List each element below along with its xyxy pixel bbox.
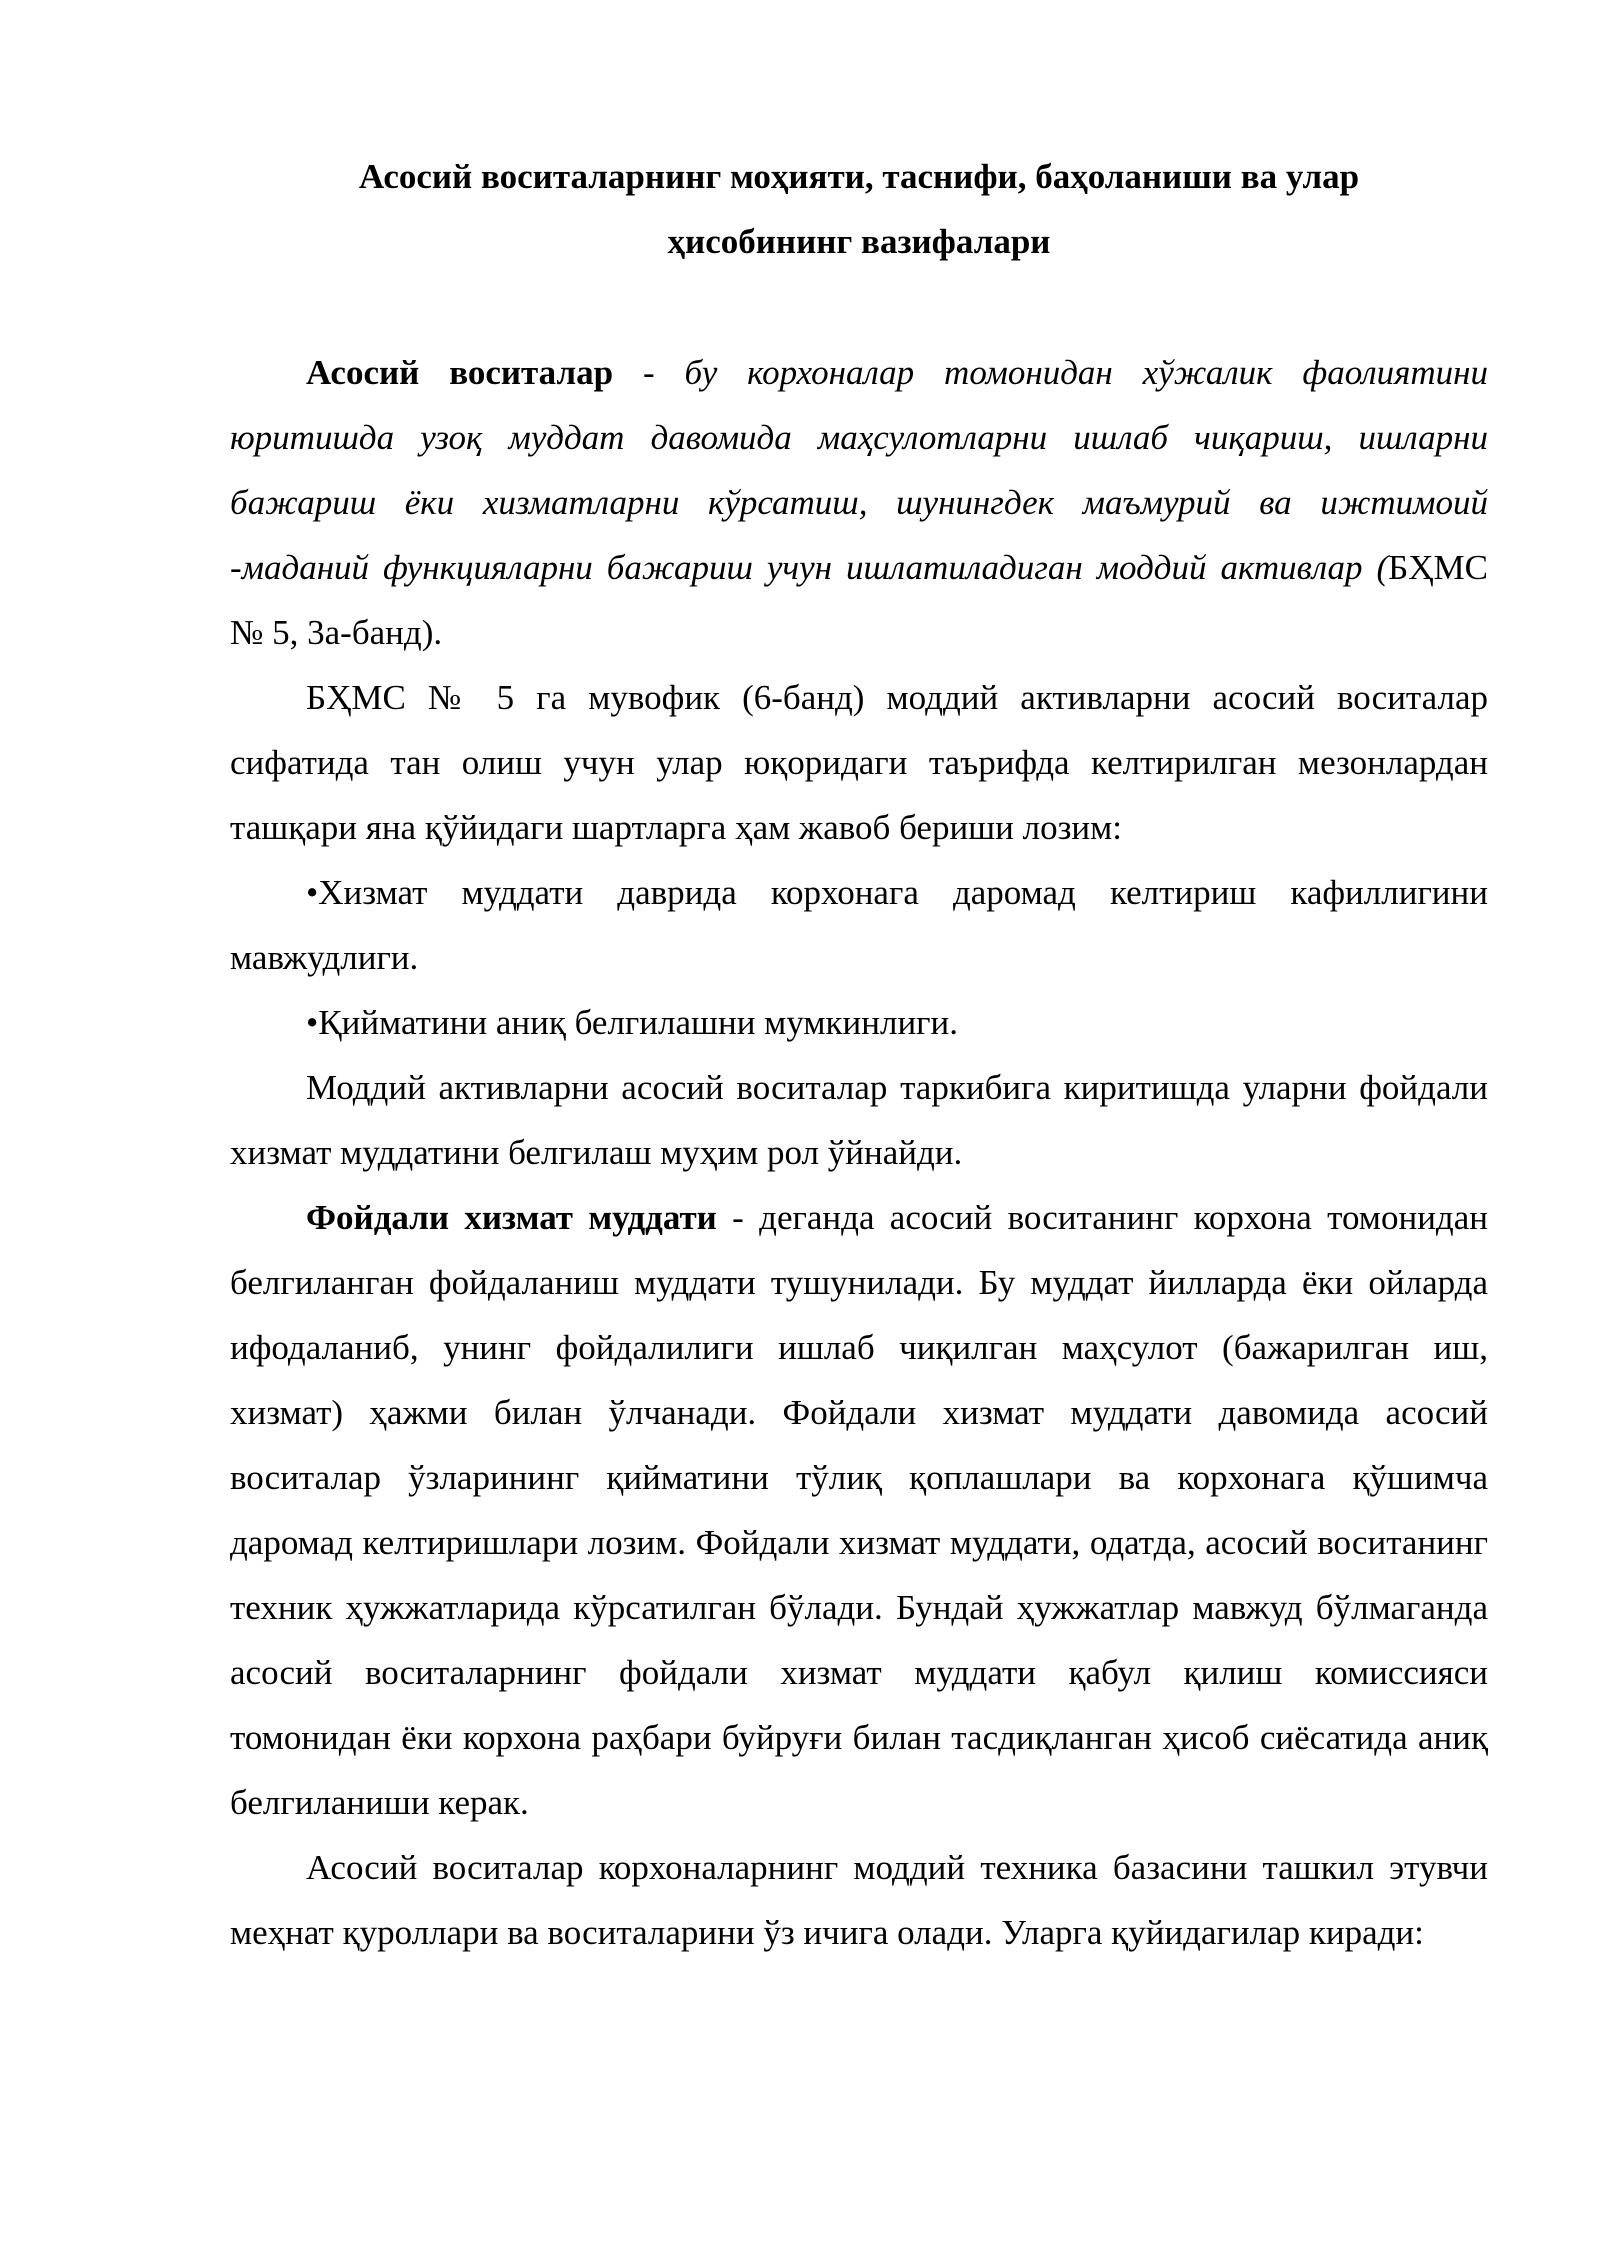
definition-fixed-assets: бу корхоналар томонидан хўжалик фаолиятини юритишда узоқ муддат давомида маҳсулотларни ишлаб чиқариш, ишларни бажариш ёки хизматларни кўрсатиш, шунингдек маъмурий ва ижтимоий -маданий функцияларни бажариш учун ишлатиладиган моддий активлар ( xyxy=(230,353,1489,587)
document-title xyxy=(230,144,1488,274)
paragraph-recognition-criteria: БҲМС № 5 га мувофик (6-банд) моддий активларни асосий воситалар сифатида тан олиш учун улар юқоридаги таърифда келтирилган мезонлардан ташқари яна қўйидаги шартларга ҳам жавоб бериши лозим: xyxy=(230,678,1488,847)
useful-life-text: - деганда асосий воситанинг корхона томонидан белгиланган фойдаланиш муддати тушунилади. Бу муддат йилларда ёки ойларда ифодаланиб, унинг фойдалилиги ишлаб чиқилган маҳсулот (бажарилган иш, хизмат) ҳажми билан ўлчанади. Фойдали хизмат муддати давомида асосий воситалар ўзларининг қийматини тўлиқ қоплашлари ва корхонага қўшимча даромад келтиришлари лозим. Фойдали хизмат муддати, одатда, асосий воситанинг техник ҳужжатларида кўрсатилган бўлади. Бундай ҳужжатлар мавжуд бўлмаганда асосий воситаларнинг фойдали хизмат муддати қабул қилиш комиссияси томонидан ёки корхона раҳбари буйруғи билан тасдиқланган ҳисоб сиёсатида аниқ белгиланиши керак. xyxy=(230,1198,1488,1822)
bullet-income-guarantee: •Хизмат муддати даврида корхонага даромад келтириш кафиллигини мавжудлиги. xyxy=(230,873,1488,977)
definition-reference: БҲМС № 5, 3а-банд). xyxy=(230,548,1488,652)
paragraph-definition-fixed-assets xyxy=(230,340,1488,665)
document-body xyxy=(230,144,1488,1965)
paragraph-fixed-assets-composition: Асосий воситалар корхоналарнинг моддий техника базасини ташкил этувчи меҳнат қуроллари ва воситаларини ўз ичига олади. Уларга қуйидагилар киради: xyxy=(230,1848,1488,1952)
term-useful-life: Фойдали хизмат муддати xyxy=(306,1198,717,1237)
term-dash: - xyxy=(613,353,685,392)
paragraph-useful-life-definition xyxy=(230,1185,1488,1835)
title-line-1: Асосий воситаларнинг моҳияти, таснифи, баҳоланиши ва улар xyxy=(358,157,1360,196)
term-fixed-assets: Асосий воситалар xyxy=(306,353,614,392)
title-line-2: ҳисобининг вазифалари xyxy=(667,222,1051,261)
bullet-value-measurable: •Қийматини аниқ белгилашни мумкинлиги. xyxy=(306,1003,959,1042)
paragraph-useful-life-role: Моддий активларни асосий воситалар таркибига киритишда уларни фойдали хизмат муддатини белгилаш муҳим рол ўйнайди. xyxy=(230,1068,1488,1172)
